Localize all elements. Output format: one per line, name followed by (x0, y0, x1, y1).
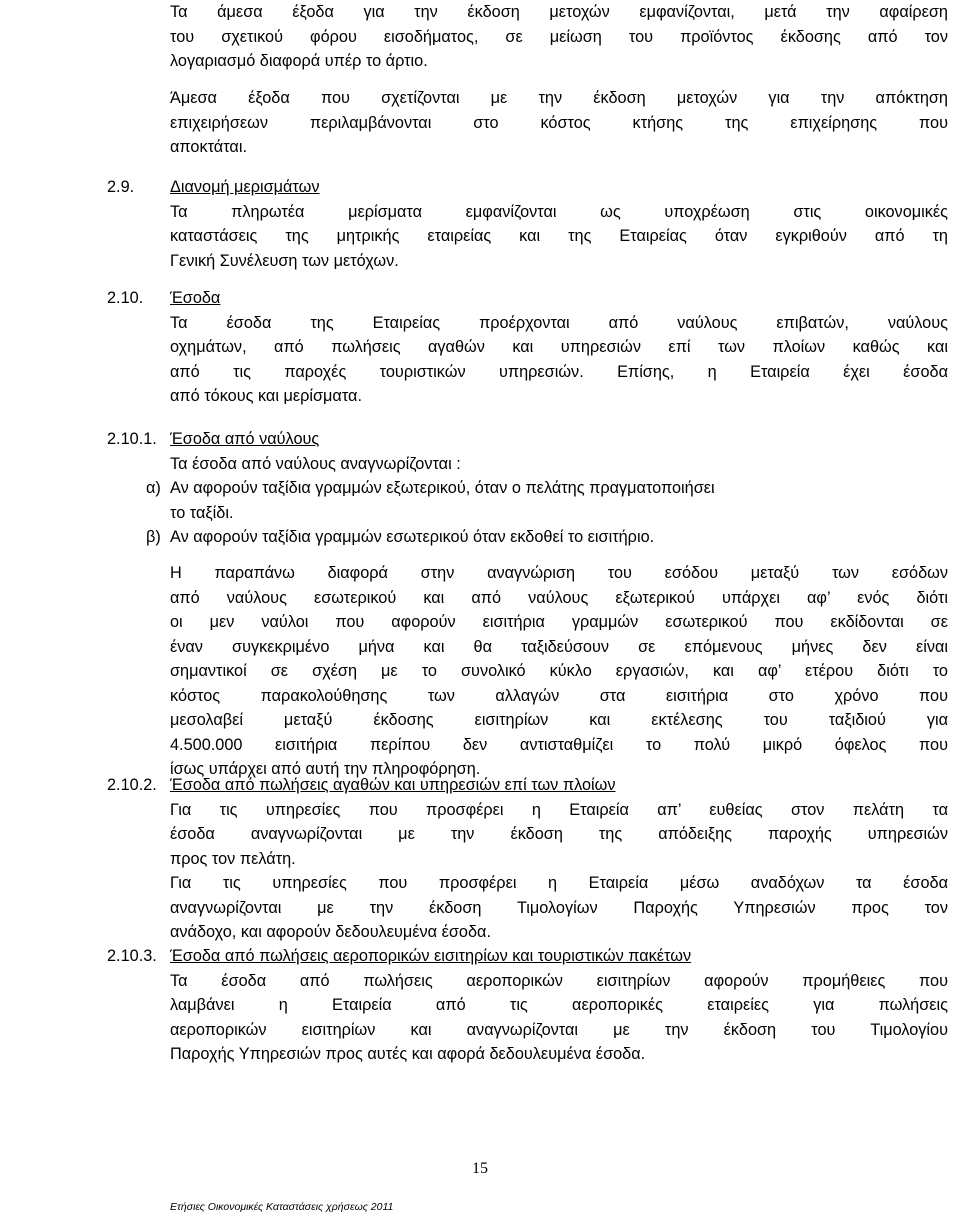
section-heading: Έσοδα από πωλήσεις αεροπορικών εισιτηρίων και τουριστικών πακέτων (170, 947, 692, 965)
text-line: αποκτάται. (170, 138, 247, 156)
list-marker-b: β) (146, 528, 161, 546)
text-line: Τα άμεσα έξοδα για την έκδοση μετοχών εμφανίζονται, μετά την αφαίρεση (170, 3, 948, 21)
text-line: Αν αφορούν ταξίδια γραμμών εξωτερικού, όταν ο πελάτης πραγματοποιήσει (170, 479, 715, 497)
text-line: αναγνωρίζονται με την έκδοση Τιμολογίων Παροχής Υπηρεσιών προς τον (170, 898, 948, 917)
text-line: 4.500.000 εισιτήρια περίπου δεν αντισταθμίζει το πολύ μικρό όφελος που (170, 735, 948, 754)
section-number-2-9: 2.9. (107, 178, 135, 196)
list-item-a (170, 476, 948, 525)
text-line: έναν συγκεκριμένο μήνα και θα ταξιδεύσουν σε επόμενους μήνες δεν είναι (170, 637, 948, 656)
list-marker-a: α) (146, 479, 161, 497)
text-line: Η παραπάνω διαφορά στην αναγνώριση του εσόδου μεταξύ των εσόδων (170, 564, 948, 582)
text-line: καταστάσεις της μητρικής εταιρείας και της Εταιρείας όταν εγκριθούν από τη (170, 227, 948, 245)
text-line: από ναύλους εσωτερικού και από ναύλους εξωτερικού υπάρχει αφ’ ενός διότι (170, 588, 948, 607)
section-heading: Έσοδα από πωλήσεις αγαθών και υπηρεσιών επί των πλοίων (170, 776, 616, 794)
text-line: το ταξίδι. (170, 503, 234, 522)
section-2-10-3 (170, 944, 948, 1067)
text-line: Τα έσοδα της Εταιρείας προέρχονται από ναύλους επιβατών, ναύλους (170, 313, 948, 332)
text-line: έσοδα αναγνωρίζονται με την έκδοση της απόδειξης παροχής υπηρεσιών (170, 825, 948, 843)
text-line: σημαντικοί σε σχέση με το συνολικό κύκλο εργασιών, και αφ’ ετέρου διότι το (170, 662, 948, 680)
text-line: Για τις υπηρεσίες που προσφέρει η Εταιρεία απ’ ευθείας στον πελάτη τα (170, 800, 948, 819)
text-line: οι μεν ναύλοι που αφορούν εισιτήρια γραμμών εσωτερικού που εκδίδονται σε (170, 613, 948, 631)
page-number: 15 (472, 1160, 488, 1177)
text-line: Γενική Συνέλευση των μετόχων. (170, 251, 399, 270)
footer-text: Ετήσιες Οικονομικές Καταστάσεις χρήσεως 2011 (170, 1201, 394, 1213)
text-line: ίσως υπάρχει από αυτή την πληροφόρηση. (170, 760, 481, 778)
text-line: αεροπορικών εισιτηρίων και αναγνωρίζονται με την έκδοση του Τιμολογίου (170, 1020, 948, 1039)
section-number-2-10: 2.10. (107, 289, 144, 307)
text-line: προς τον πελάτη. (170, 849, 296, 868)
paragraph-share-issue-costs (170, 0, 948, 74)
section-heading: Έσοδα (170, 289, 221, 307)
section-2-9 (170, 175, 948, 273)
text-line: μεσολαβεί μεταξύ έκδοσης εισιτηρίων και εκτέλεσης του ταξιδιού για (170, 711, 948, 729)
text-line: Άμεσα έξοδα που σχετίζονται με την έκδοση μετοχών για την απόκτηση (170, 89, 948, 107)
list-item-b (170, 525, 948, 550)
text-line: λαμβάνει η Εταιρεία από τις αεροπορικές εταιρείες για πωλήσεις (170, 996, 948, 1014)
section-2-10-2 (170, 773, 948, 945)
paragraph-recognition-difference (170, 561, 948, 782)
text-line: από τις παροχές τουριστικών υπηρεσιών. Επίσης, η Εταιρεία έχει έσοδα (170, 362, 948, 381)
text-line: Για τις υπηρεσίες που προσφέρει η Εταιρεία μέσω αναδόχων τα έσοδα (170, 874, 948, 892)
text-line: λογαριασμό διαφορά υπέρ το άρτιο. (170, 52, 428, 70)
section-number-2-10-3: 2.10.3. (107, 947, 157, 965)
section-heading: Έσοδα από ναύλους (170, 430, 320, 448)
section-2-10-1-heading-block (170, 427, 948, 476)
text-line: οχημάτων, από πωλήσεις αγαθών και υπηρεσιών επί των πλοίων καθώς και (170, 338, 948, 356)
text-line: ανάδοχο, και αφορούν δεδουλευμένα έσοδα. (170, 923, 491, 941)
text-line: επιχειρήσεων περιλαμβάνονται στο κόστος κτήσης της επιχείρησης που (170, 113, 948, 132)
text-line: Αν αφορούν ταξίδια γραμμών εσωτερικού όταν εκδοθεί το εισιτήριο. (170, 528, 655, 546)
section-number-2-10-2: 2.10.2. (107, 776, 157, 794)
text-line: Τα έσοδα από ναύλους αναγνωρίζονται : (170, 454, 461, 473)
text-line: Τα έσοδα από πωλήσεις αεροπορικών εισιτηρίων αφορούν προμήθειες που (170, 971, 948, 990)
text-line: του σχετικού φόρου εισοδήματος, σε μείωση του προϊόντος έκδοσης από τον (170, 27, 948, 46)
section-heading: Διανομή μερισμάτων (170, 178, 320, 196)
text-line: κόστος παρακολούθησης των αλλαγών στα εισιτήρια στο χρόνο που (170, 686, 948, 705)
paragraph-acquisition-costs (170, 86, 948, 160)
text-line: Τα πληρωτέα μερίσματα εμφανίζονται ως υποχρέωση στις οικονομικές (170, 202, 948, 221)
text-line: Παροχής Υπηρεσιών προς αυτές και αφορά δεδουλευμένα έσοδα. (170, 1045, 646, 1063)
text-line: από τόκους και μερίσματα. (170, 387, 362, 405)
section-number-2-10-1: 2.10.1. (107, 430, 157, 448)
section-2-10 (170, 286, 948, 409)
